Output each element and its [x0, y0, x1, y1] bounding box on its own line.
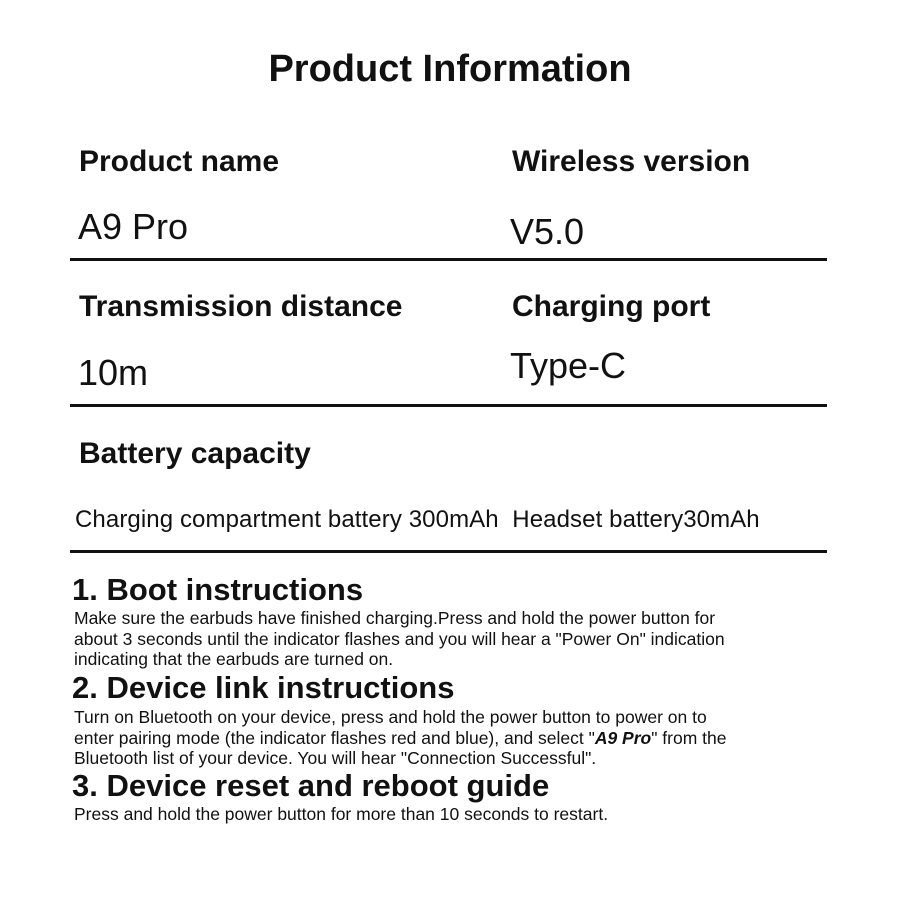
- device-link-heading: 2. Device link instructions: [72, 670, 455, 705]
- product-model-emphasis: A9 Pro: [594, 727, 652, 748]
- divider-3: [70, 550, 827, 553]
- charging-port-value: Type-C: [510, 345, 627, 386]
- text-line: Turn on Bluetooth on your device, press and hold the power button to power on to: [74, 707, 707, 727]
- text-line: Bluetooth list of your device. You will hear "Connection Successful".: [74, 748, 597, 768]
- battery-capacity-label: Battery capacity: [79, 437, 311, 470]
- product-name-value: A9 Pro: [78, 206, 189, 247]
- transmission-distance-value: 10m: [78, 352, 149, 393]
- headset-battery: Headset battery30mAh: [512, 506, 760, 533]
- charging-port-label: Charging port: [512, 290, 711, 323]
- product-name-label: Product name: [79, 145, 280, 178]
- text-line: Make sure the earbuds have finished charging.Press and hold the power button for: [74, 608, 716, 628]
- boot-instructions-heading: 1. Boot instructions: [72, 572, 364, 607]
- wireless-version-label: Wireless version: [512, 145, 751, 178]
- divider-2: [70, 404, 827, 407]
- transmission-distance-label: Transmission distance: [79, 290, 403, 323]
- device-reset-heading: 3. Device reset and reboot guide: [72, 768, 550, 803]
- boot-instructions-body: [74, 608, 834, 670]
- text-line: about 3 seconds until the indicator flashes and you will hear a "Power On" indication: [74, 628, 725, 649]
- text-segment: enter pairing mode (the indicator flashes red and blue), and select ": [74, 727, 595, 748]
- text-line: Press and hold the power button for more than 10 seconds to restart.: [74, 804, 609, 824]
- divider-1: [70, 258, 827, 261]
- text-line: [74, 728, 834, 749]
- text-segment: " from the: [651, 727, 727, 748]
- device-reset-body: [74, 804, 834, 825]
- device-link-body: [74, 707, 834, 769]
- compartment-battery: Charging compartment battery 300mAh: [75, 506, 499, 533]
- wireless-version-value: V5.0: [510, 211, 585, 252]
- page-title: Product Information: [268, 48, 632, 90]
- battery-capacity-value: [75, 506, 760, 534]
- text-line: indicating that the earbuds are turned on.: [74, 649, 394, 669]
